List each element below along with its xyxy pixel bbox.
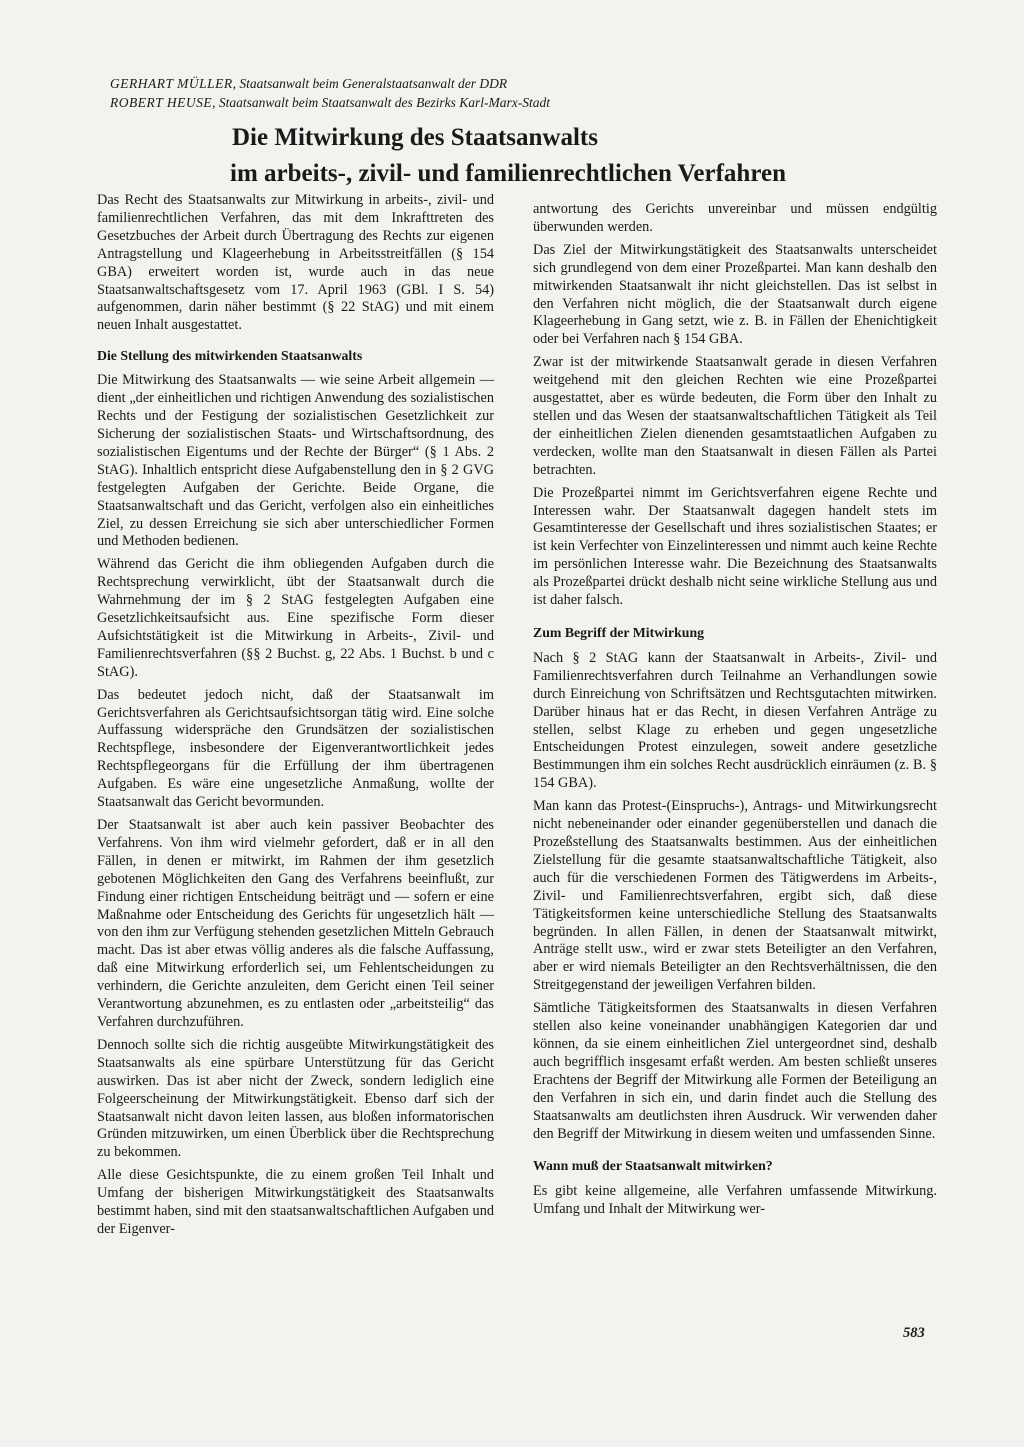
paragraph: Die Prozeßpartei nimmt im Gerichtsverfahren eigene Rechte und Interessen wahr. Der Staatsanwalt dagegen handelt stets im Gesamtinteresse der Gesellschaft und ihres sozialistischen Staates; er ist kein Verfechter von Einzelinteressen und nimmt auch keine Rechte im persönlichen Interesse wahr. Die Bezeichnung des Staatsanwalts als Prozeßpartei drückt deshalb nicht seine wirkliche Stellung aus und ist daher falsch. [533, 484, 937, 609]
paragraph: Dennoch sollte sich die richtig ausgeübte Mitwirkungstätigkeit des Staatsanwalts als eine spürbare Unterstützung für das Gericht auswirken. Das ist aber nicht der Zweck, sondern lediglich eine Folgeerscheinung der Mitwirkungstätigkeit. Ebenso darf sich der Staatsanwalt nicht davon leiten lassen, aus bloßen informatorischen Gründen mitzuwirken, um einen Überblick über die Rechtsprechung zu bekommen. [97, 1036, 494, 1161]
paragraph: Der Staatsanwalt ist aber auch kein passiver Beobachter des Verfahrens. Von ihm wird vielmehr gefordert, daß er in all den Fällen, in denen er mitwirkt, im Rahmen der ihm gesetzlich gebotenen Möglichkeiten den Gang des Verfahrens beeinflußt, zur Findung einer richtigen Entscheidung beiträgt und — sofern er eine Maßnahme oder Entscheidung des Gerichts für ungesetzlich hält — von den ihm zur Verfügung stehenden gesetzlichen Mitteln Gebrauch macht. Das ist aber etwas völlig anderes als die falsche Auffassung, daß eine Mitwirkung erforderlich sei, um Fehlentscheidungen zu verhindern, die Gerichte anzuleiten, dem Gericht einen Teil seiner Verantwortung abzunehmen, es zu entlasten oder „arbeitsteilig“ das Verfahren durchzuführen. [97, 817, 494, 1030]
text-column-left [97, 192, 494, 1244]
paragraph: Alle diese Gesichtspunkte, die zu einem großen Teil Inhalt und Umfang der bisherigen Mitwirkungstätigkeit des Staatsanwalts bestimmt haben, sind mit den staatsanwaltschaftlichen Aufgaben und der Eigenver- [97, 1167, 494, 1237]
title-line-1: Die Mitwirkung des Staatsanwalts [232, 124, 598, 151]
text-column-right [533, 201, 937, 1224]
paragraph: Sämtliche Tätigkeitsformen des Staatsanwalts in diesen Verfahren stellen also keine voneinander unabhängigen Kategorien dar und können, da sie einem einheitlichen Ziel untergeordnet sind, deshalb auch begrifflich insgesamt erfaßt werden. Am besten schließt unseres Erachtens der Begriff der Mitwirkung alle Formen der Beteiligung an den Verfahren in sich ein, und darin findet auch die Stellung des Staatsanwalts am deutlichsten ihren Ausdruck. Wir verwenden daher den Begriff der Mitwirkung in diesem weiten und umfassenden Sinne. [533, 1000, 937, 1142]
section-heading: Die Stellung des mitwirkenden Staatsanwalts [97, 348, 363, 364]
paragraph: Die Mitwirkung des Staatsanwalts — wie seine Arbeit allgemein — dient „der einheitlichen und richtigen Anwendung des sozialistischen Rechts und der Festigung der sozialistischen Gesetzlichkeit zur Sicherung der sozialistischen Staats- und Wirtschaftsordnung, des sozialistischen Eigentums und der Rechte der Bürger“ (§ 1 Abs. 2 StAG). Inhaltlich entspricht diese Aufgabenstellung den in § 2 GVG festgelegten Aufgaben der Gerichte. Beide Organe, die Staatsanwaltschaft und das Gericht, verfolgen also ein einheitliches Ziel, zu dessen Erreichung sie sich aber unterschiedlicher Formen und Methoden bedienen. [97, 372, 494, 550]
section-heading: Zum Begriff der Mitwirkung [533, 624, 705, 640]
title-line-2: im arbeits-, zivil- und familienrechtlichen Verfahren [230, 160, 786, 187]
article-title [150, 120, 990, 192]
section-heading: Wann muß der Staatsanwalt mitwirken? [533, 1158, 773, 1174]
paragraph: Das Ziel der Mitwirkungstätigkeit des Staatsanwalts unterscheidet sich grundlegend von dem einer Prozeßpartei. Man kann deshalb den mitwirkenden Staatsanwalt ihr nicht gleichstellen. Das ist selbst in den Verfahren nicht möglich, die der Staatsanwalt durch eigene Klageerhebung in Gang setzt, wie z. B. in Fällen der Ehenichtigkeit oder bei Verfahren nach § 154 GBA. [533, 241, 937, 348]
paragraph: Nach § 2 StAG kann der Staatsanwalt in Arbeits-, Zivil- und Familienrechtsverfahren durch Teilnahme an Verhandlungen sowie durch Einreichung von Schriftsätzen und Rechtsgutachten mitwirken. Darüber hinaus hat er das Recht, in diesen Verfahren Anträge zu stellen, selbst Klage zu erheben und gegen ungesetzliche Entscheidungen Protest einzulegen, soweit andere gesetzliche Bestimmungen ihm ein solches Recht ausdrücklich einräumen (z. B. § 154 GBA). [533, 649, 937, 792]
paragraph: Das Recht des Staatsanwalts zur Mitwirkung in arbeits-, zivil- und familienrechtlichen Verfahren, das mit dem Inkrafttreten des Gesetzbuches der Arbeit durch Übertragung des Rechts zur eigenen Antragstellung und Klageerhebung in Arbeitsstreitfällen (§ 154 GBA) erweitert worden ist, wurde auch in das neue Staatsanwaltschaftsgesetz vom 17. April 1963 (GBl. I S. 54) aufgenommen, darin näher bestimmt (§ 22 StAG) und mit einem neuen Inhalt ausgestattet. [97, 192, 494, 334]
paragraph: Während das Gericht die ihm obliegenden Aufgaben durch die Rechtsprechung verwirklicht, übt der Staatsanwalt durch die Wahrnehmung der im § 2 StAG festgelegten Aufgaben eine Gesetzlichkeitsaufsicht aus. Eine spezifische Form dieser Aufsichtstätigkeit ist die Mitwirkung in Arbeits-, Zivil- und Familienrechtsverfahren (§§ 2 Buchst. g, 22 Abs. 1 Buchst. b und c StAG). [97, 556, 494, 680]
author-role: Staatsanwalt beim Generalstaatsanwalt der DDR [239, 76, 508, 91]
paragraph: antwortung des Gerichts unvereinbar und müssen endgültig überwunden werden. [533, 201, 937, 235]
author-role: Staatsanwalt beim Staatsanwalt des Bezirks Karl-Marx-Stadt [218, 95, 550, 110]
author-line: GERHART MÜLLER, Staatsanwalt beim Generalstaatsanwalt der DDR [110, 76, 508, 91]
author-name: GERHART MÜLLER [110, 76, 233, 91]
author-block [110, 74, 810, 112]
paragraph: Zwar ist der mitwirkende Staatsanwalt gerade in diesen Verfahren weitgehend mit den gleichen Rechten wie eine Prozeßpartei ausgestattet, aber es würde bedeuten, die Form über den Inhalt zu stellen und das Wesen der staatsanwaltschaftlichen Tätigkeit als Teil der einheitlichen Zielen dienenden gesamtstaatlichen Aufgaben zu verdecken, wollte man den Staatsanwalt in diesen Fällen als Partei betrachten. [533, 354, 937, 478]
paragraph: Es gibt keine allgemeine, alle Verfahren umfassende Mitwirkung. Umfang und Inhalt der Mitwirkung wer- [533, 1183, 937, 1218]
page-number: 583 [903, 1325, 925, 1341]
paragraph: Man kann das Protest-(Einspruchs-), Antrags- und Mitwirkungsrecht nicht nebeneinander oder einander gegenüberstellen und danach die Prozeßstellung des Staatsanwalts bestimmen. Aus der einheitlichen Zielstellung für die gesamte staatsanwaltschaftliche Tätigkeit, also auch für die verschiedenen Formen des Tätigwerdens im Arbeits-, Zivil- und Familienrechtsverfahren, ergibt sich, daß diese Tätigkeitsformen keine unterschiedliche Stellung des Staatsanwalts begründen. In allen Fällen, in denen der Staatsanwalt mitwirkt, Anträge stellt usw., wird er zwar stets Beteiligter an den Verfahren, aber er wird niemals Beteiligter an den Rechtsverhältnissen, die den Streitgegenstand der jeweiligen Verfahren bilden. [533, 798, 937, 994]
author-name: ROBERT HEUSE [110, 95, 213, 110]
paragraph: Das bedeutet jedoch nicht, daß der Staatsanwalt im Gerichtsverfahren als Gerichtsaufsichtsorgan tätig wird. Eine solche Auffassung widerspräche den Grundsätzen der sozialistischen Rechtspflege, insbesondere der Eigenverantwortlichkeit jedes Rechtspflegeorgans für die Erfüllung der ihm übertragenen Aufgaben. Es wäre eine ungesetzliche Anmaßung, wollte der Staatsanwalt das Gericht bevormunden. [97, 686, 494, 811]
author-line: ROBERT HEUSE, Staatsanwalt beim Staatsanwalt des Bezirks Karl-Marx-Stadt [110, 95, 550, 110]
